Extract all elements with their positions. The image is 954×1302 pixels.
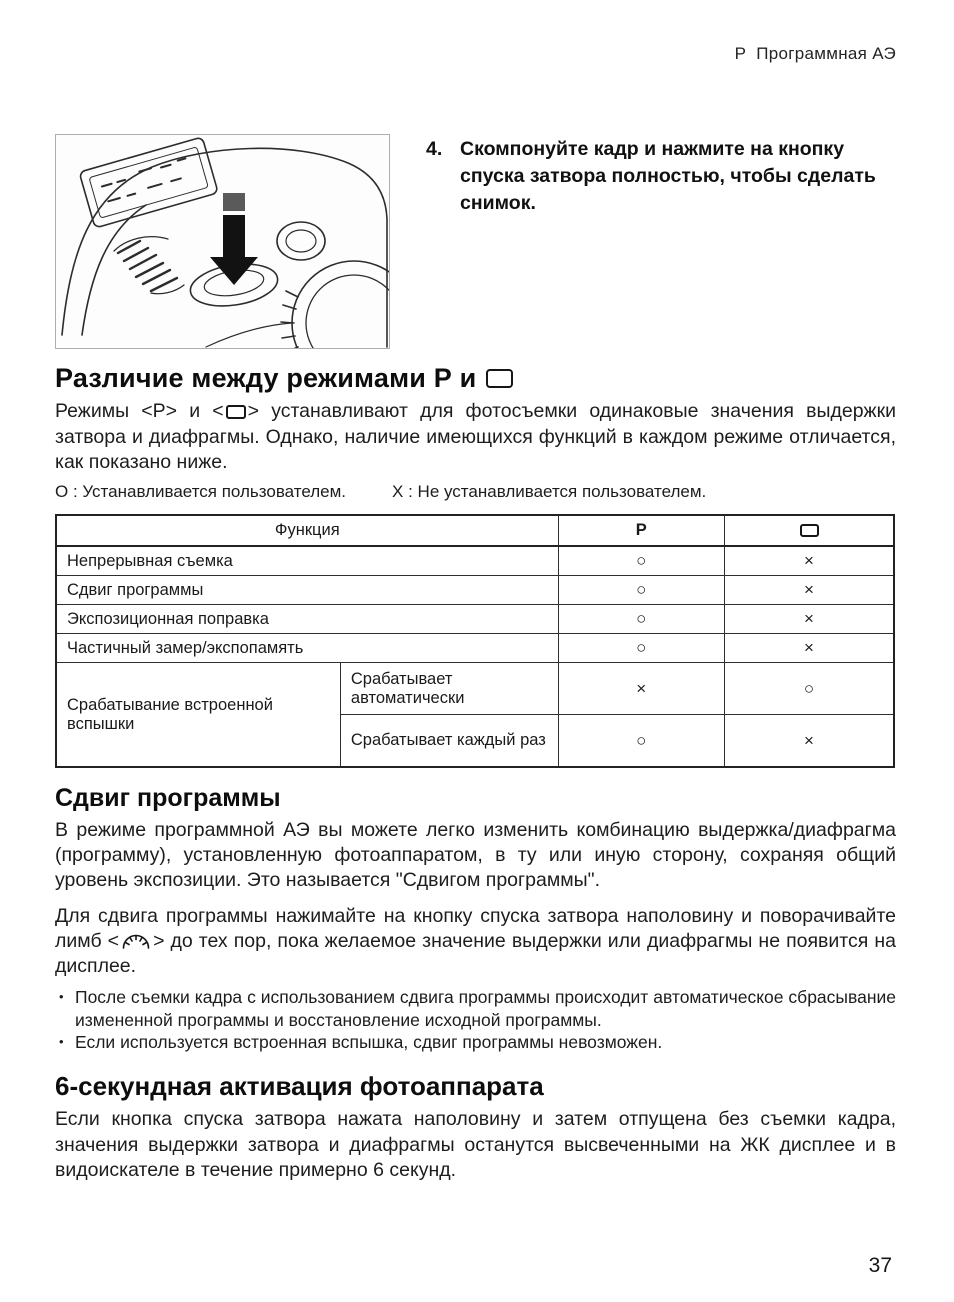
camera-line-drawing-svg [56, 135, 389, 348]
paragraph-6sec-activation: Если кнопка спуска затвора нажата наполовину и затем отпущена без съемки кадра, значения выдержки затвора и диафрагмы останутся высвеченными на ЖК дисплее и в видоискателе в течение примерно 6 секунд. [55, 1108, 896, 1181]
column-header-fullauto [725, 515, 895, 546]
fullauto-value: × [725, 715, 895, 767]
table-row [56, 634, 894, 663]
note-item [55, 1031, 896, 1054]
fullauto-value: ○ [725, 663, 895, 715]
mode-comparison-table [55, 514, 895, 768]
function-label: Сдвиг программы [56, 576, 558, 605]
paragraph-program-shift-2 [55, 904, 896, 980]
fullauto-value: × [725, 576, 895, 605]
flash-sub-label: Срабатывает каждый раз [340, 715, 558, 767]
header-mode-letter: Р [734, 44, 747, 63]
p-value: × [558, 663, 724, 715]
paragraph-part-1: Для сдвига программы нажимайте на кнопку спуска затвора наполовину и поворачивайте лимб < [55, 904, 896, 953]
column-header-p: Р [558, 515, 724, 546]
section-title-program-shift: Сдвиг программы [55, 783, 281, 812]
paragraph-part-2: > до тех пор, пока желаемое значение выдержки или диафрагмы не появится на дисплее. [55, 930, 896, 978]
section-title-text: Различие между режимами Р и [55, 363, 477, 393]
paragraph-mode-difference [55, 399, 896, 475]
step-number: 4. [426, 138, 443, 160]
paragraph-part-2: > устанавливают для фотосъемки одинаковые значения выдержки затвора и диафрагмы. Однако, наличие имеющихся функций в каждом режиме отличается, как показано ниже. [55, 400, 897, 473]
step-text: Скомпонуйте кадр и нажмите на кнопку спуска затвора полностью, чтобы сделать снимок. [460, 138, 876, 214]
main-dial-icon [119, 930, 153, 952]
table-row-flash-auto [56, 663, 894, 715]
bullet-dot: • [59, 988, 64, 1004]
fullauto-rect-icon [226, 405, 246, 419]
legend-user-not-set: X : Не устанавливается пользователем. [392, 482, 707, 502]
fullauto-rect-icon [486, 369, 513, 388]
fullauto-value: × [725, 634, 895, 663]
table-header-row [56, 515, 894, 546]
header-title: Программная АЭ [756, 44, 896, 63]
note-text: После съемки кадра с использованием сдвига программы происходит автоматическое сбрасывание измененной программы и восстановление исходной программы. [75, 986, 896, 1030]
function-label-flash: Срабатывание встроенной вспышки [56, 663, 340, 767]
fullauto-rect-icon [800, 524, 819, 537]
function-label: Частичный замер/экспопамять [56, 634, 558, 663]
p-value: ○ [558, 715, 724, 767]
p-value: ○ [558, 634, 724, 663]
notes-list [55, 986, 896, 1054]
page-number: 37 [868, 1254, 892, 1277]
function-label: Экспозиционная поправка [56, 605, 558, 634]
table-row [56, 576, 894, 605]
section-title-6sec-activation: 6-секундная активация фотоаппарата [55, 1071, 544, 1102]
table-row [56, 546, 894, 576]
running-header [55, 44, 896, 64]
legend-user-set: О : Устанавливается пользователем. [55, 482, 347, 502]
table-row [56, 605, 894, 634]
fullauto-value: × [725, 605, 895, 634]
p-value: ○ [558, 576, 724, 605]
function-label: Непрерывная съемка [56, 546, 558, 576]
figure-row [55, 134, 896, 349]
fullauto-value: × [725, 546, 895, 576]
flash-sub-label: Срабатывает автоматически [340, 663, 558, 715]
camera-illustration [55, 134, 390, 349]
p-value: ○ [558, 546, 724, 576]
table-legend [55, 482, 896, 502]
bullet-dot: • [59, 1034, 64, 1050]
section-title-mode-difference [55, 363, 896, 393]
paragraph-part-1: Режимы <Р> и < [55, 400, 224, 423]
step-4 [426, 134, 878, 217]
note-text: Если используется встроенная вспышка, сдвиг программы невозможен. [75, 1032, 663, 1053]
p-value: ○ [558, 605, 724, 634]
column-header-function: Функция [56, 515, 558, 546]
paragraph-program-shift-1: В режиме программной АЭ вы можете легко изменить комбинацию выдержка/диафрагма (программу), установленную фотоаппаратом, в ту или иную сторону, сохраняя общий уровень экспозиции. Это называется "Сдвигом программы". [55, 818, 896, 892]
note-item [55, 986, 896, 1032]
